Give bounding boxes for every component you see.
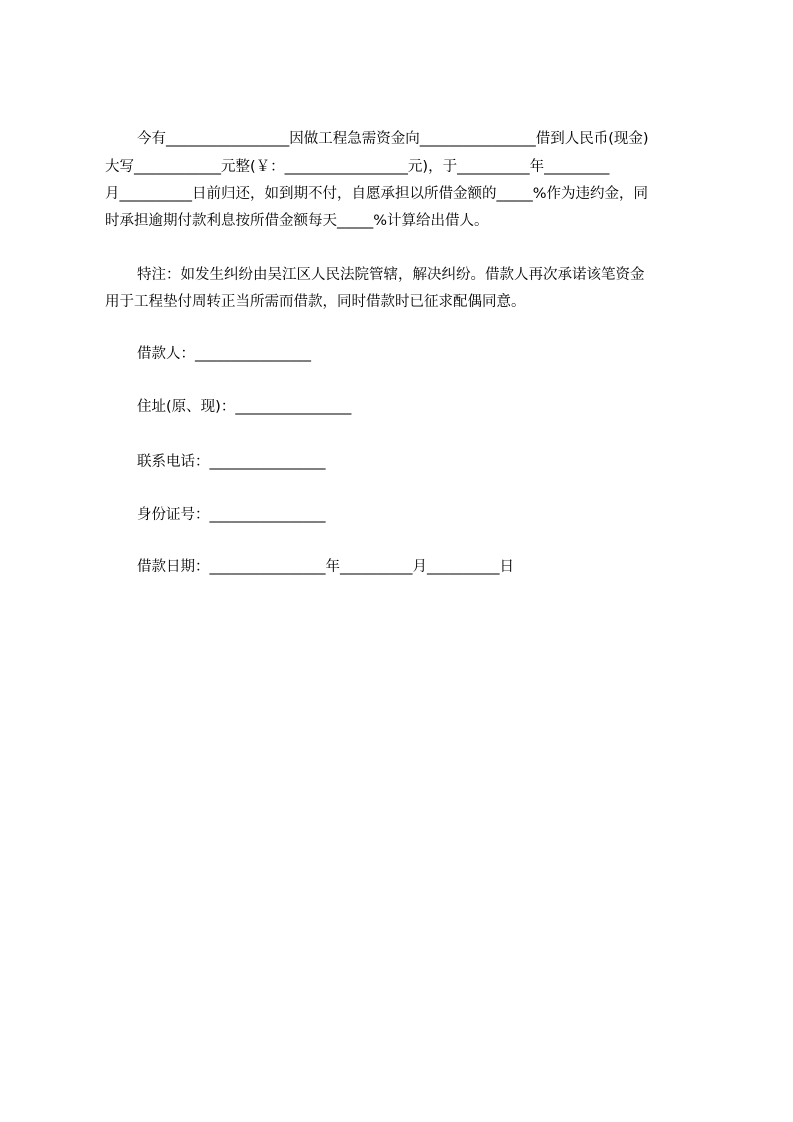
phone-field: 联系电话：________________ (137, 454, 326, 470)
special-note-line: 用于工程垫付周转正当所需而借款，同时借款时已征求配偶同意。 (105, 294, 526, 310)
borrower-field: 借款人：________________ (137, 346, 311, 362)
id-number-field: 身份证号：________________ (137, 507, 326, 523)
address-field: 住址(原、现)：________________ (137, 399, 352, 415)
body-text-line: 今有_________________因做工程急需资金向________________借到人民币(现金) (137, 131, 649, 147)
body-text-line: 大写____________元整(￥：_________________元)，于__________年_________ (105, 159, 610, 175)
body-text-line: 时承担逾期付款利息按所借金额每天_____%计算给出借人。 (105, 213, 489, 229)
body-text-line: 月__________日前归还，如到期不付，自愿承担以所借金额的_____%作为违约金，同 (105, 186, 649, 202)
loan-date-field: 借款日期：________________年__________月__________日 (137, 559, 514, 575)
special-note-line: 特注：如发生纠纷由吴江区人民法院管辖，解决纠纷。借款人再次承诺该笔资金 (137, 267, 645, 283)
